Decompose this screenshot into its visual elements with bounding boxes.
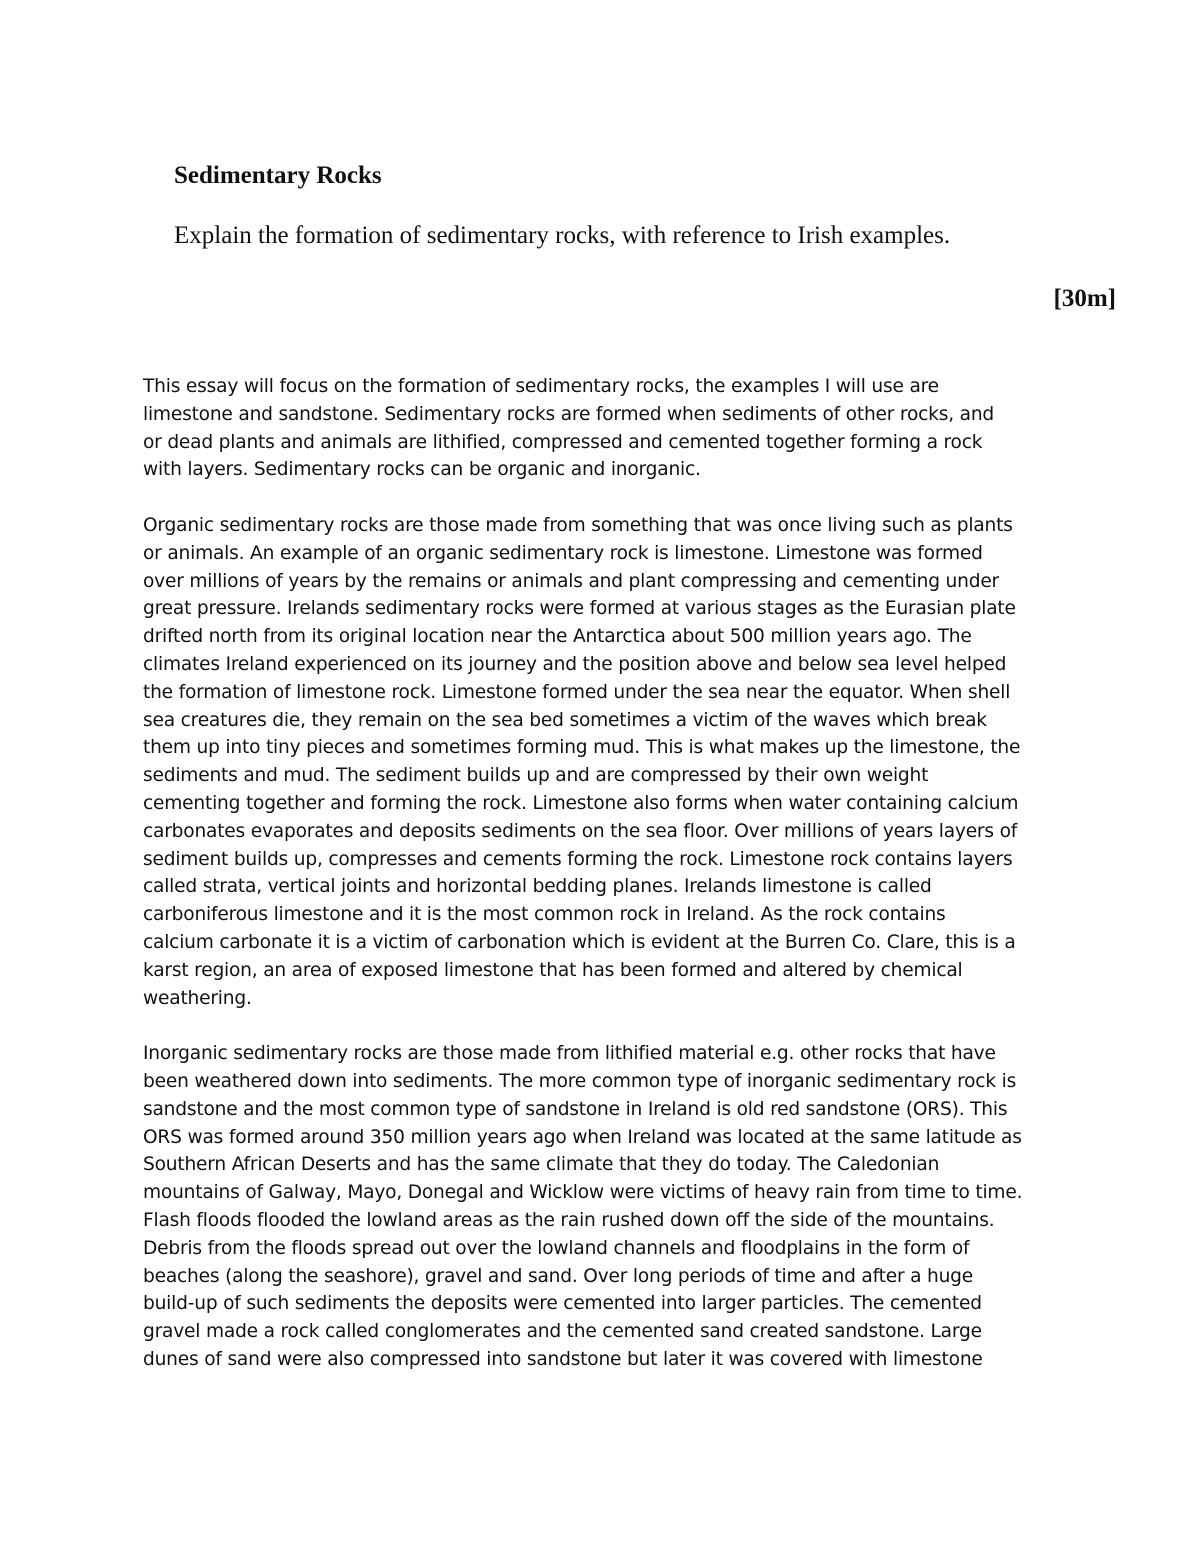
essay-line: or animals. An example of an organic sedimentary rock is limestone. Limestone was formed	[143, 542, 983, 564]
essay-line: climates Ireland experienced on its journey and the position above and below sea level helped	[143, 653, 1007, 675]
essay-line: over millions of years by the remains or animals and plant compressing and cementing under	[143, 570, 1000, 592]
essay-line: or dead plants and animals are lithified, compressed and cemented together forming a rock	[143, 431, 983, 453]
essay-line: great pressure. Irelands sedimentary rocks were formed at various stages as the Eurasian plate	[143, 598, 1016, 620]
essay-line: with layers. Sedimentary rocks can be organic and inorganic.	[143, 459, 701, 481]
essay-line: Southern African Deserts and has the same climate that they do today. The Caledonian	[143, 1154, 940, 1176]
essay-line: carboniferous limestone and it is the most common rock in Ireland. As the rock contains	[143, 904, 946, 926]
essay-line: dunes of sand were also compressed into sandstone but later it was covered with limestone	[143, 1348, 983, 1370]
marks-label: [30m]	[1053, 285, 1116, 312]
essay-line: This essay will focus on the formation of sedimentary rocks, the examples I will use are	[143, 376, 939, 397]
essay-line: weathering.	[143, 987, 252, 1009]
essay-line: Debris from the floods spread out over the lowland channels and floodplains in the form of	[143, 1237, 970, 1259]
essay-line: ORS was formed around 350 million years ago when Ireland was located at the same latitude as	[143, 1126, 1022, 1148]
essay-line: Organic sedimentary rocks are those made from something that was once living such as plants	[143, 514, 1013, 536]
essay-body	[143, 373, 1073, 1401]
essay-line: cementing together and forming the rock. Limestone also forms when water containing calcium	[143, 792, 1019, 814]
essay-question: Explain the formation of sedimentary rocks, with reference to Irish examples.	[174, 222, 951, 249]
essay-line: sea creatures die, they remain on the sea bed sometimes a victim of the waves which break	[143, 709, 987, 731]
essay-line: gravel made a rock called conglomerates and the cemented sand created sandstone. Large	[143, 1321, 982, 1343]
essay-line: mountains of Galway, Mayo, Donegal and Wicklow were victims of heavy rain from time to time.	[143, 1182, 1023, 1204]
essay-line: carbonates evaporates and deposits sediments on the sea floor. Over millions of years layers of	[143, 820, 1018, 842]
essay-line: them up into tiny pieces and sometimes forming mud. This is what makes up the limestone, the	[143, 737, 1021, 759]
essay-line: calcium carbonate it is a victim of carbonation which is evident at the Burren Co. Clare, this is a	[143, 931, 1016, 953]
essay-line: sandstone and the most common type of sandstone in Ireland is old red sandstone (ORS). This	[143, 1098, 1008, 1120]
essay-paragraph	[143, 512, 1073, 1012]
essay-line: sediment builds up, compresses and cements forming the rock. Limestone rock contains layers	[143, 848, 1013, 870]
essay-line: karst region, an area of exposed limestone that has been formed and altered by chemical	[143, 959, 963, 981]
essay-line: the formation of limestone rock. Limestone formed under the sea near the equator. When shell	[143, 681, 1011, 703]
essay-line: Flash floods flooded the lowland areas as the rain rushed down off the side of the mountains.	[143, 1209, 995, 1231]
essay-line: beaches (along the seashore), gravel and sand. Over long periods of time and after a huge	[143, 1265, 974, 1287]
page-title: Sedimentary Rocks	[174, 162, 382, 189]
essay-line: sediments and mud. The sediment builds up and are compressed by their own weight	[143, 765, 929, 787]
essay-line: been weathered down into sediments. The more common type of inorganic sedimentary rock is	[143, 1070, 1017, 1092]
essay-line: called strata, vertical joints and horizontal bedding planes. Irelands limestone is called	[143, 876, 932, 898]
essay-line: Inorganic sedimentary rocks are those made from lithified material e.g. other rocks that have	[143, 1043, 996, 1065]
essay-paragraph	[143, 1040, 1073, 1374]
essay-line: limestone and sandstone. Sedimentary rocks are formed when sediments of other rocks, and	[143, 403, 995, 425]
essay-paragraph	[143, 373, 1073, 484]
essay-line: drifted north from its original location near the Antarctica about 500 million years ago. The	[143, 626, 972, 648]
essay-line: build-up of such sediments the deposits were cemented into larger particles. The cemented	[143, 1293, 982, 1315]
